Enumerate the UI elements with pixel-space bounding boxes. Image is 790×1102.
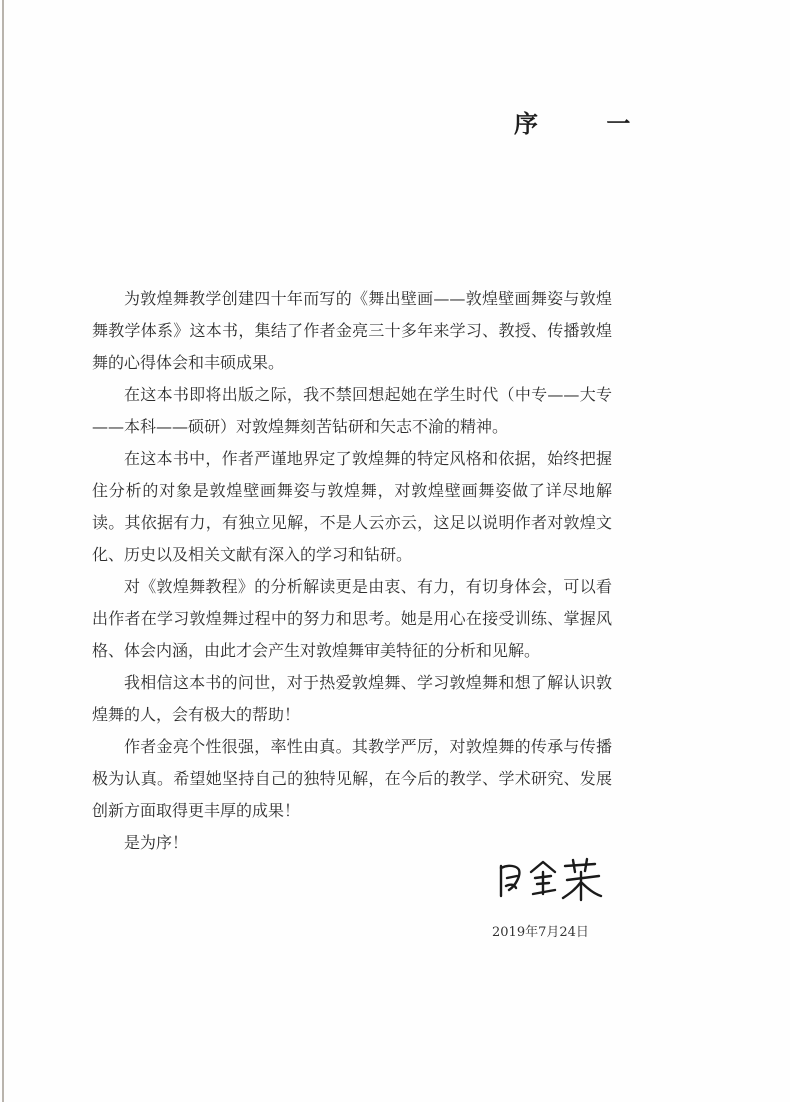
paragraph-2: 在这本书即将出版之际，我不禁回想起她在学生时代（中专——大专——本科——硕研）对敦煌舞刻苦钻研和矢志不渝的精神。 bbox=[92, 385, 612, 436]
preface-body bbox=[92, 283, 612, 859]
paragraph-7: 是为序！ bbox=[124, 833, 189, 852]
paragraph-1: 为敦煌舞教学创建四十年而写的《舞出壁画——敦煌壁画舞姿与敦煌舞教学体系》这本书，集结了作者金亮三十多年来学习、教授、传播敦煌舞的心得体会和丰硕成果。 bbox=[92, 289, 612, 372]
paragraph-4: 对《敦煌舞教程》的分析解读更是由衷、有力，有切身体会，可以看出作者在学习敦煌舞过程中的努力和思考。她是用心在接受训练、掌握风格、体会内涵，由此才会产生对敦煌舞审美特征的分析和见解。 bbox=[92, 577, 612, 660]
date-line: 2019年7月24日 bbox=[492, 925, 589, 940]
paragraph-5: 我相信这本书的问世，对于热爱敦煌舞、学习敦煌舞和想了解认识敦煌舞的人，会有极大的帮助！ bbox=[92, 673, 612, 724]
paragraph-3: 在这本书中，作者严谨地界定了敦煌舞的特定风格和依据，始终把握住分析的对象是敦煌壁画舞姿与敦煌舞，对敦煌壁画舞姿做了详尽地解读。其依据有力，有独立见解，不是人云亦云，这足以说明作者对敦煌文化、历史以及相关文献有深入的学习和钻研。 bbox=[92, 449, 612, 564]
page-edge-line bbox=[2, 0, 4, 1102]
handwritten-signature-icon bbox=[495, 856, 605, 904]
paragraph-6: 作者金亮个性很强，率性由真。其教学严厉，对敦煌舞的传承与传播极为认真。希望她坚持自己的独特见解，在今后的教学、学术研究、发展创新方面取得更丰厚的成果！ bbox=[92, 737, 612, 820]
page-title: 序 一 bbox=[514, 110, 661, 138]
